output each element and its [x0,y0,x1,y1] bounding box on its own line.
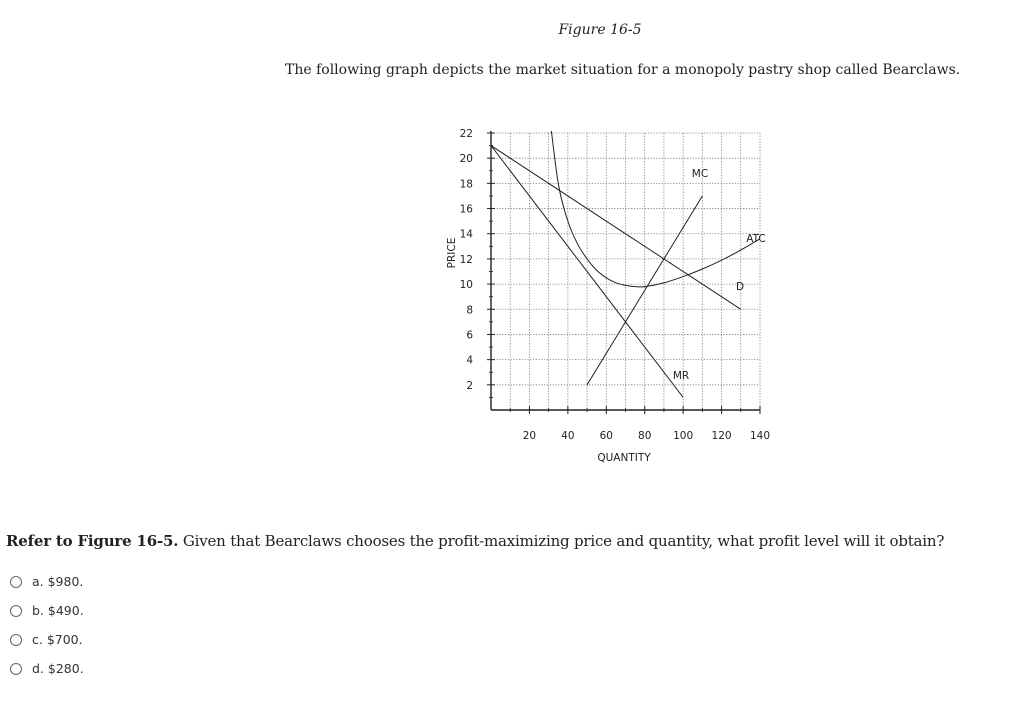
y-tick-label: 6 [466,329,473,342]
option-c[interactable] [10,625,84,654]
y-tick-label: 4 [466,354,473,367]
x-tick-label: 80 [638,430,652,442]
option-b[interactable] [10,596,84,625]
chart-labels [446,168,766,464]
question-ref: Refer to Figure 16-5. [6,532,179,550]
y-tick-label: 18 [459,178,473,191]
y-tick-label: 10 [459,279,473,292]
x-tick-label: 60 [599,430,613,442]
option-d-label: d. $280. [32,661,84,676]
x-tick-label: 20 [522,430,537,442]
x-tick-label: 40 [561,430,575,442]
chart-grid [491,133,760,410]
x-axis-title: QUANTITY [597,452,651,464]
y-tick-label: 22 [459,128,473,140]
y-tick-label: 14 [459,228,473,241]
x-tick-label: 140 [749,430,771,442]
option-d[interactable] [10,654,84,683]
series-mr-label: MR [672,370,690,382]
y-tick-label: 2 [466,379,473,392]
radio-button-a[interactable] [10,576,22,588]
question-text [6,532,944,550]
radio-button-c[interactable] [10,634,22,646]
x-tick-label: 120 [711,430,732,442]
chart-curves [491,108,760,398]
answer-options [10,567,84,683]
radio-button-b[interactable] [10,605,22,617]
option-a-label: a. $980. [32,574,84,589]
series-atc-curve [549,108,760,287]
intro-text: The following graph depicts the market situation for a monopoly pastry shop called Bearclaws. [285,62,961,78]
series-mc-curve [587,196,702,385]
option-a[interactable] [10,567,84,596]
series-mc-label: MC [691,168,709,180]
chart-ticks [460,128,770,442]
y-tick-label: 8 [466,304,473,317]
y-axis-title: PRICE [446,237,458,269]
radio-button-d[interactable] [10,663,22,675]
y-tick-label: 16 [459,203,473,216]
x-tick-label: 100 [673,430,694,442]
question-body: Given that Bearclaws chooses the profit-maximizing price and quantity, what profit level will it obtain? [178,532,945,550]
figure-title: Figure 16-5 [558,22,642,38]
series-d-label: D [735,281,745,293]
option-c-label: c. $700. [32,632,83,647]
series-atc-label: ATC [746,233,766,245]
y-tick-label: 20 [459,153,473,166]
y-tick-label: 12 [459,253,473,266]
option-b-label: b. $490. [32,603,84,618]
